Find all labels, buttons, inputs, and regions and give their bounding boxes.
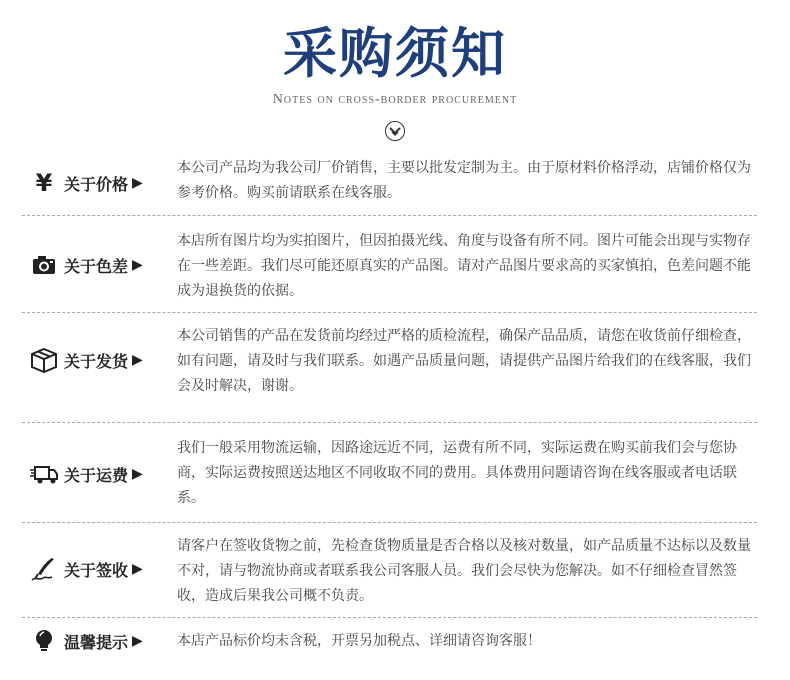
camera-icon bbox=[30, 252, 58, 278]
section-text: 本公司产品均为我公司厂价销售，主要以批发定制为主。由于原材料价格浮动，店铺价格仅为参考价格。购买前请联系在线客服。 bbox=[177, 160, 751, 201]
section-freight bbox=[30, 432, 760, 512]
svg-text:¥: ¥ bbox=[35, 170, 53, 196]
yen-icon bbox=[30, 170, 58, 196]
page-title: 采购须知 bbox=[283, 22, 507, 85]
pen-icon bbox=[30, 556, 58, 582]
package-icon bbox=[30, 347, 58, 373]
page-subtitle: Notes on cross-border procurement bbox=[272, 92, 518, 107]
chevron-down-icon bbox=[385, 121, 405, 141]
section-color bbox=[30, 225, 760, 305]
section-price bbox=[30, 150, 760, 212]
truck-icon bbox=[30, 461, 58, 487]
section-text: 请客户在签收货物之前，先检查货物质量是否合格以及核对数量，如产品质量不达标以及数量不对，请与物流协商或者联系我公司客服人员。我们会尽快为您解决。如不仔细检查冒然签收，造成后果我公司概不负责。 bbox=[177, 538, 751, 604]
arrow-icon: ▶ bbox=[132, 257, 143, 273]
section-text: 本店所有图片均为实拍图片，但因拍摄光线、角度与设备有所不同。图片可能会出现与实物存在一些差距。我们尽可能还原真实的产品图。请对产品图片要求高的买家慎拍，色差问题不能成为退换货的依据。 bbox=[177, 233, 751, 299]
section-text: 本公司销售的产品在发货前均经过严格的质检流程，确保产品品质，请您在收货前仔细检查，如有问题，请及时与我们联系。如遇产品质量问题，请提供产品图片给我们的在线客服，我们会及时解决，谢谢。 bbox=[177, 328, 751, 394]
divider bbox=[22, 312, 757, 313]
section-label: 关于发货 ▶ bbox=[30, 347, 175, 373]
section-tips bbox=[30, 624, 760, 664]
section-label: 关于签收 ▶ bbox=[30, 556, 175, 582]
section-label: 关于运费 ▶ bbox=[30, 461, 175, 487]
divider bbox=[22, 522, 757, 523]
section-label: 关于色差 ▶ bbox=[30, 252, 175, 278]
section-label: 温馨提示 ▶ bbox=[30, 628, 175, 654]
arrow-icon: ▶ bbox=[132, 561, 143, 577]
arrow-icon: ▶ bbox=[132, 175, 143, 191]
section-label: ¥ 关于价格 ▶ bbox=[30, 170, 175, 196]
divider bbox=[22, 617, 757, 618]
section-receipt bbox=[30, 530, 760, 610]
section-shipping bbox=[30, 322, 760, 402]
section-text: 本店产品标价均未含税，开票另加税点、详细请咨询客服！ bbox=[177, 633, 541, 649]
divider bbox=[22, 422, 757, 423]
section-text: 我们一般采用物流运输，因路途远近不同，运费有所不同，实际运费在购买前我们会与您协商，实际运费按照送达地区不同收取不同的费用。具体费用问题请咨询在线客服或者电话联系。 bbox=[177, 440, 737, 506]
arrow-icon: ▶ bbox=[132, 352, 143, 368]
arrow-icon: ▶ bbox=[132, 633, 143, 649]
arrow-icon: ▶ bbox=[132, 466, 143, 482]
divider bbox=[22, 215, 757, 216]
lightbulb-icon bbox=[30, 628, 58, 654]
